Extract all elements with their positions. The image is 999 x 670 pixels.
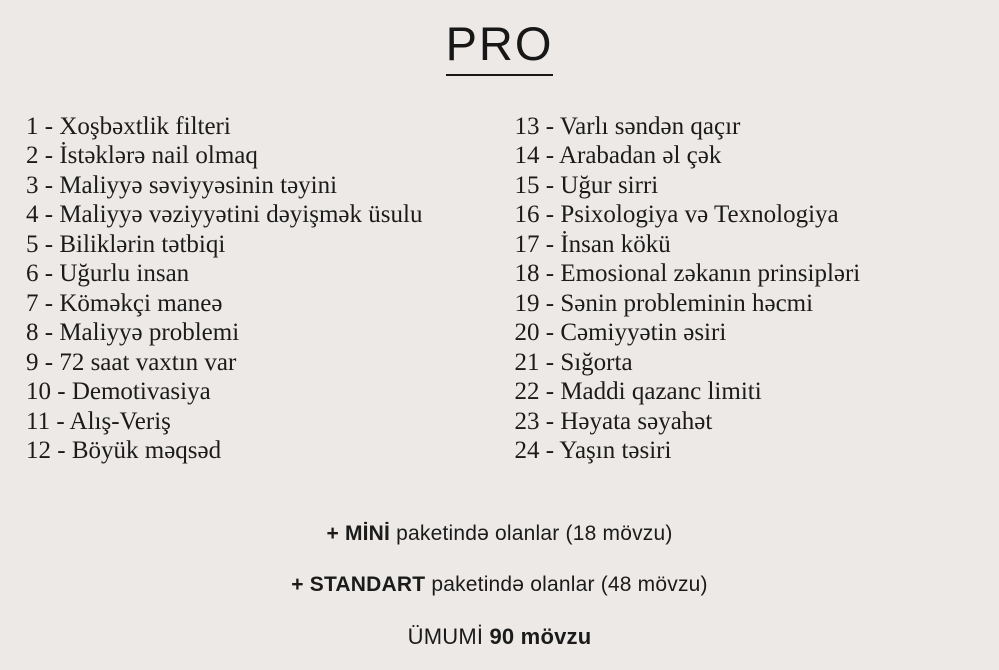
list-item: 2 - İstəklərə nail olmaq — [26, 142, 258, 170]
mini-package-note — [0, 521, 999, 546]
standart-package-detail: paketində olanlar (48 mövzu) — [425, 573, 708, 597]
total-topics-note — [0, 624, 999, 650]
list-item: 10 - Demotivasiya — [26, 378, 211, 406]
list-item: 4 - Maliyyə vəziyyətini dəyişmək üsulu — [26, 201, 423, 229]
list-item: 17 - İnsan kökü — [514, 230, 671, 258]
standart-package-label: + STANDART — [291, 573, 426, 597]
page-title-text: PRO — [446, 17, 554, 76]
topics-column-right — [487, 112, 976, 466]
page-title — [0, 0, 999, 70]
total-value: 90 mövzu — [489, 623, 592, 649]
list-item: 12 - Böyük məqsəd — [26, 437, 222, 465]
list-item: 9 - 72 saat vaxtın var — [26, 348, 237, 376]
list-item: 8 - Maliyyə problemi — [26, 319, 240, 347]
list-item: 23 - Həyata səyahət — [514, 407, 713, 435]
list-item: 11 - Alış-Veriş — [26, 407, 171, 435]
list-item: 24 - Yaşın təsiri — [514, 437, 672, 465]
list-item: 14 - Arabadan əl çək — [514, 142, 722, 170]
list-item: 19 - Sənin probleminin həcmi — [514, 289, 814, 317]
standart-package-note — [0, 572, 999, 597]
list-item: 18 - Emosional zəkanın prinsipləri — [514, 260, 861, 288]
list-item: 13 - Varlı səndən qaçır — [514, 112, 741, 140]
footer-notes — [0, 521, 999, 654]
list-item: 22 - Maddi qazanc limiti — [514, 378, 762, 406]
total-label: ÜMUMİ — [407, 623, 490, 649]
list-item: 1 - Xoşbəxtlik filteri — [26, 112, 231, 140]
list-item: 6 - Uğurlu insan — [26, 260, 190, 288]
list-item: 3 - Maliyyə səviyyəsinin təyini — [26, 171, 338, 199]
list-item: 7 - Köməkçi maneə — [26, 289, 223, 317]
list-item: 15 - Uğur sirri — [514, 171, 659, 199]
topics-column-left — [26, 112, 487, 466]
mini-package-label: + MİNİ — [326, 522, 391, 546]
list-item: 20 - Cəmiyyətin əsiri — [514, 319, 727, 347]
topics-columns — [0, 112, 999, 466]
mini-package-detail: paketində olanlar (18 mövzu) — [390, 522, 673, 546]
list-item: 5 - Biliklərin tətbiqi — [26, 230, 226, 258]
list-item: 16 - Psixologiya və Texnologiya — [514, 201, 839, 229]
list-item: 21 - Sığorta — [514, 348, 633, 376]
